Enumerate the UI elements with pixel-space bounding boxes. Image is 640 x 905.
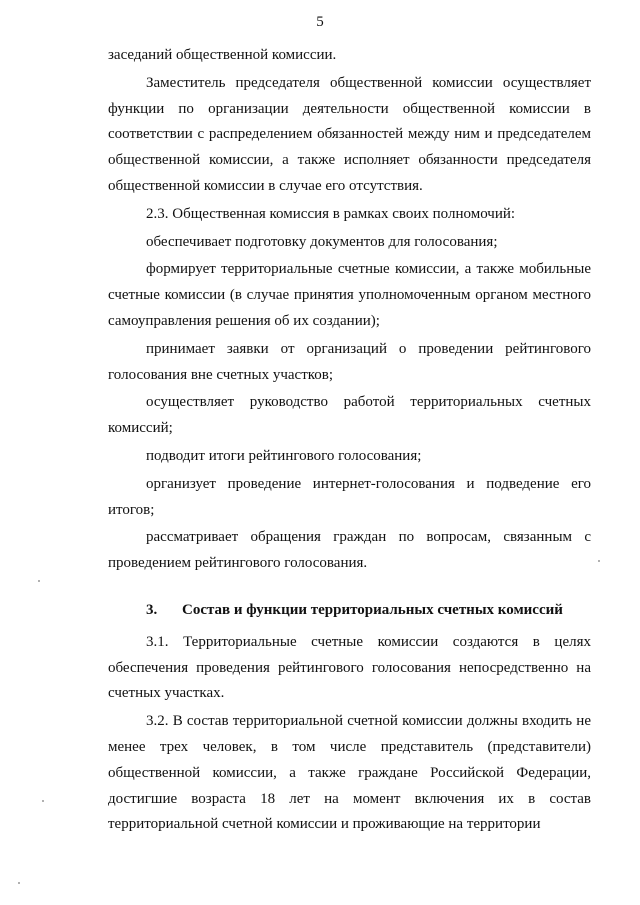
list-item-results: подводит итоги рейтингового голосования; — [146, 447, 422, 464]
scan-speck — [42, 800, 44, 802]
paragraph-2-3: 2.3. Общественная комиссия в рамках своих полномочий: — [146, 205, 516, 222]
scan-speck — [598, 560, 600, 562]
list-item-internet-voting: организует проведение интернет-голосования и подведение его итогов; — [108, 475, 591, 518]
section-heading — [108, 598, 591, 624]
list-item-documents: обеспечивает подготовку документов для голосования; — [146, 233, 498, 250]
list-item-forms-commissions: формирует территориальные счетные комиссии, а также мобильные счетные комиссии (в случае принятия уполномоченным органом местного самоуправления решения об их создании); — [108, 261, 591, 329]
section-title: Состав и функции территориальных счетных комиссий — [182, 601, 563, 618]
list-item-appeals: рассматривает обращения граждан по вопросам, связанным с проведением рейтингового голосования. — [108, 529, 591, 572]
paragraph-continuation: заседаний общественной комиссии. — [108, 47, 337, 63]
paragraph-deputy-chair: Заместитель председателя общественной комиссии осуществляет функции по организации деятельности общественной комиссии в соответствии с распределением обязанностей между ним и председателем общественной комиссии, а также исполняет обязанности председателя общественной комиссии в случае его отсутствия. — [108, 74, 591, 194]
document-body — [108, 43, 591, 838]
paragraph-3-2: 3.2. В состав территориальной счетной комиссии должны входить не менее трех человек, в том числе представитель (представители) общественной комиссии, а также граждане Российской Федерации, достигшие возраста 18 лет на момент включения их в состав территориальной счетной комиссии и проживающие на территории — [108, 713, 591, 833]
list-item-applications: принимает заявки от организаций о проведении рейтингового голосования вне счетных участков; — [108, 340, 591, 383]
paragraph-3-1: 3.1. Территориальные счетные комиссии создаются в целях обеспечения проведения рейтингового голосования непосредственно на счетных участках. — [108, 633, 591, 702]
page-number: 5 — [316, 14, 324, 30]
scan-speck — [18, 882, 20, 884]
section-number: 3. — [146, 601, 158, 618]
scan-speck — [38, 580, 40, 582]
list-item-management: осуществляет руководство работой территориальных счетных комиссий; — [108, 394, 591, 437]
